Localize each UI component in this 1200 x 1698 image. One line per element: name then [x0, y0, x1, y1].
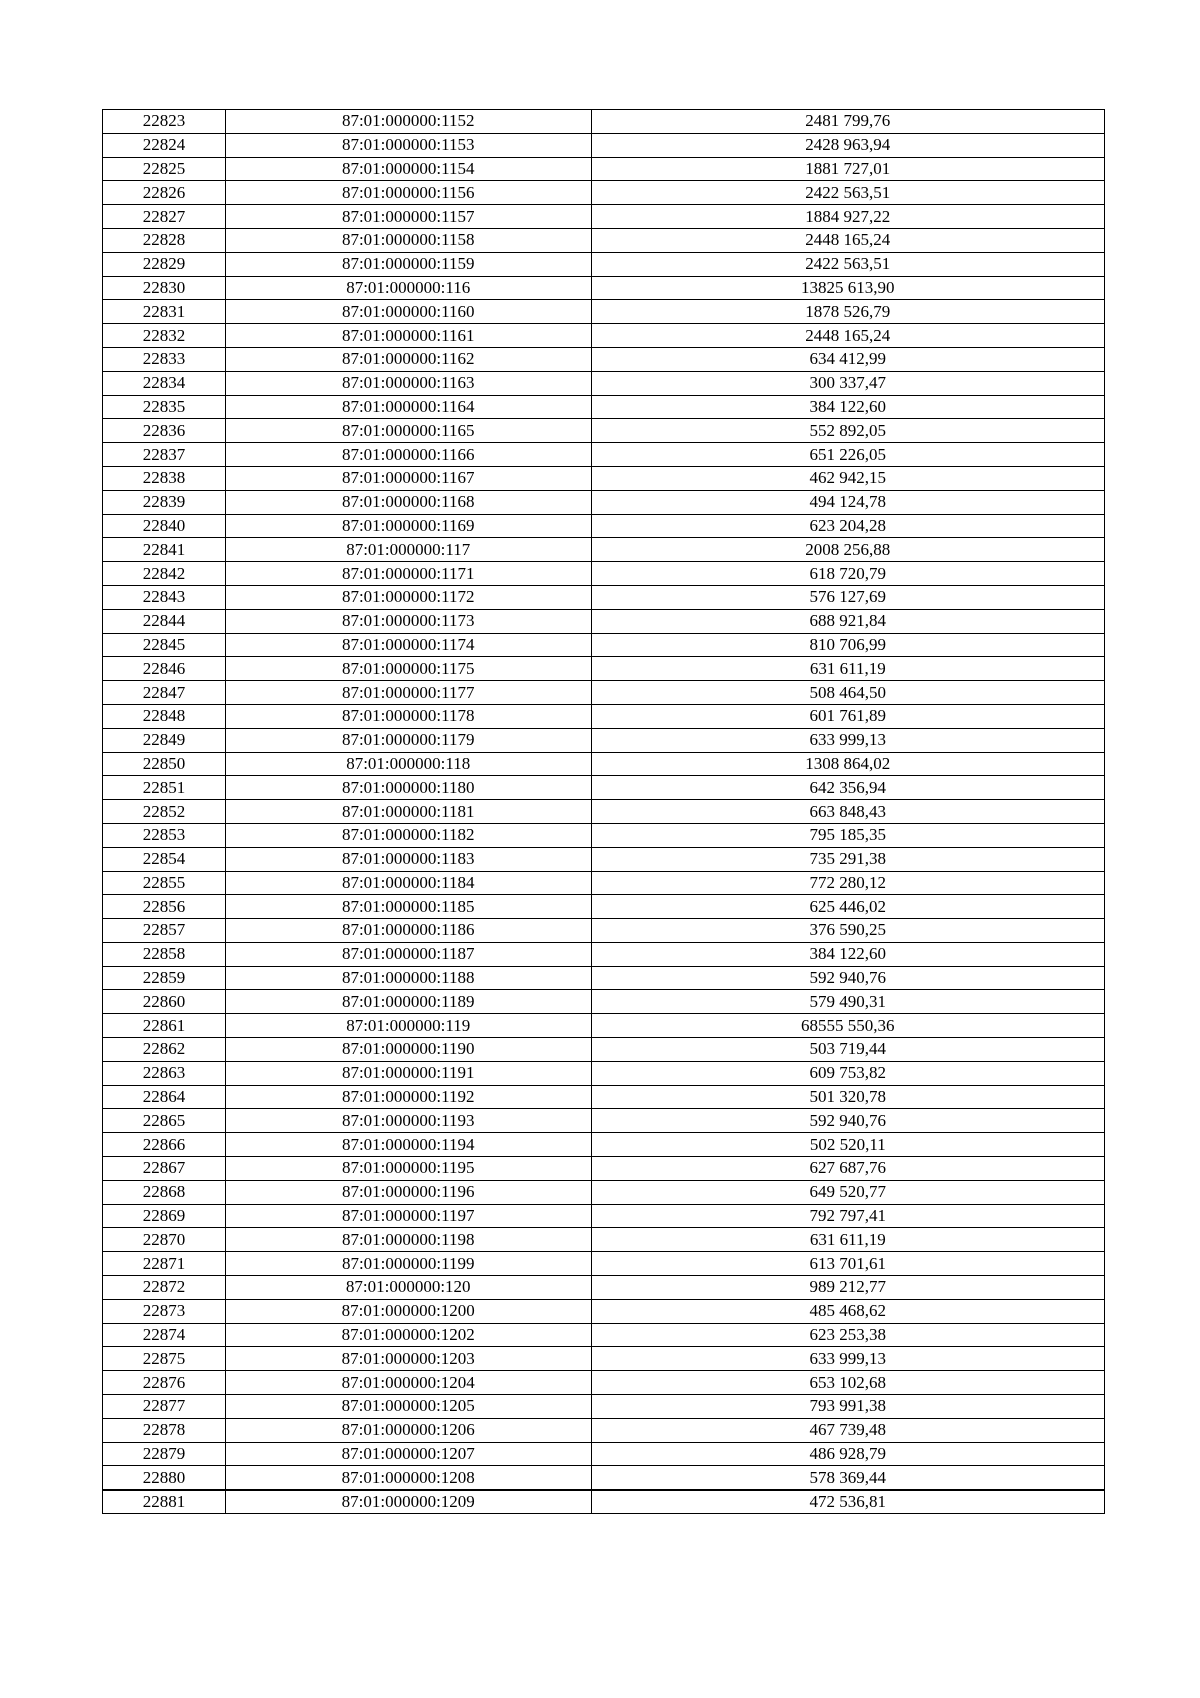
table-row	[103, 1442, 1105, 1466]
cadastral-number-cell: 87:01:000000:1186	[225, 919, 591, 943]
table-row	[103, 1299, 1105, 1323]
cadastral-number-cell: 87:01:000000:1199	[225, 1252, 591, 1276]
table-row	[103, 110, 1105, 134]
cadastral-number-cell: 87:01:000000:1193	[225, 1109, 591, 1133]
row-number-cell: 22867	[103, 1157, 226, 1181]
row-number-cell: 22827	[103, 205, 226, 229]
cadastral-value-cell: 502 520,11	[591, 1133, 1104, 1157]
cadastral-value-cell: 2448 165,24	[591, 324, 1104, 348]
cadastral-value-cell: 501 320,78	[591, 1085, 1104, 1109]
cadastral-value-cell: 503 719,44	[591, 1038, 1104, 1062]
cadastral-value-cell: 592 940,76	[591, 1109, 1104, 1133]
row-number-cell: 22825	[103, 157, 226, 181]
row-number-cell: 22877	[103, 1395, 226, 1419]
table-row	[103, 776, 1105, 800]
cadastral-number-cell: 87:01:000000:1204	[225, 1371, 591, 1395]
cadastral-value-cell: 485 468,62	[591, 1299, 1104, 1323]
table-row	[103, 800, 1105, 824]
cadastral-number-cell: 87:01:000000:1192	[225, 1085, 591, 1109]
cadastral-value-cell: 634 412,99	[591, 347, 1104, 371]
table-row	[103, 1180, 1105, 1204]
cadastral-value-table	[102, 109, 1105, 1514]
cadastral-number-cell: 87:01:000000:1202	[225, 1323, 591, 1347]
cadastral-value-cell: 792 797,41	[591, 1204, 1104, 1228]
row-number-cell: 22875	[103, 1347, 226, 1371]
table-row	[103, 157, 1105, 181]
row-number-cell: 22844	[103, 609, 226, 633]
row-number-cell: 22856	[103, 895, 226, 919]
cadastral-number-cell: 87:01:000000:1194	[225, 1133, 591, 1157]
row-number-cell: 22881	[103, 1490, 226, 1514]
table-row	[103, 871, 1105, 895]
table-row	[103, 1490, 1105, 1514]
row-number-cell: 22864	[103, 1085, 226, 1109]
row-number-cell: 22874	[103, 1323, 226, 1347]
cadastral-value-cell: 2422 563,51	[591, 181, 1104, 205]
cadastral-number-cell: 87:01:000000:1182	[225, 823, 591, 847]
row-number-cell: 22872	[103, 1276, 226, 1300]
cadastral-number-cell: 87:01:000000:1188	[225, 966, 591, 990]
cadastral-value-cell: 627 687,76	[591, 1157, 1104, 1181]
row-number-cell: 22871	[103, 1252, 226, 1276]
row-number-cell: 22828	[103, 228, 226, 252]
table-row	[103, 371, 1105, 395]
table-row	[103, 1085, 1105, 1109]
cadastral-value-cell: 651 226,05	[591, 443, 1104, 467]
cadastral-number-cell: 87:01:000000:1200	[225, 1299, 591, 1323]
table-row	[103, 181, 1105, 205]
row-number-cell: 22826	[103, 181, 226, 205]
cadastral-value-cell: 2428 963,94	[591, 133, 1104, 157]
cadastral-number-cell: 87:01:000000:1172	[225, 585, 591, 609]
cadastral-value-cell: 1884 927,22	[591, 205, 1104, 229]
row-number-cell: 22870	[103, 1228, 226, 1252]
cadastral-number-cell: 87:01:000000:1163	[225, 371, 591, 395]
cadastral-number-cell: 87:01:000000:118	[225, 752, 591, 776]
cadastral-number-cell: 87:01:000000:1169	[225, 514, 591, 538]
cadastral-number-cell: 87:01:000000:1206	[225, 1418, 591, 1442]
cadastral-number-cell: 87:01:000000:1157	[225, 205, 591, 229]
cadastral-number-cell: 87:01:000000:1180	[225, 776, 591, 800]
cadastral-value-cell: 384 122,60	[591, 942, 1104, 966]
cadastral-value-cell: 633 999,13	[591, 1347, 1104, 1371]
row-number-cell: 22869	[103, 1204, 226, 1228]
cadastral-number-cell: 87:01:000000:1162	[225, 347, 591, 371]
cadastral-value-cell: 772 280,12	[591, 871, 1104, 895]
cadastral-number-cell: 87:01:000000:117	[225, 538, 591, 562]
table-row	[103, 1157, 1105, 1181]
row-number-cell: 22876	[103, 1371, 226, 1395]
table-row	[103, 490, 1105, 514]
table-row	[103, 1466, 1105, 1490]
cadastral-number-cell: 87:01:000000:1205	[225, 1395, 591, 1419]
cadastral-value-cell: 810 706,99	[591, 633, 1104, 657]
cadastral-number-cell: 87:01:000000:1177	[225, 681, 591, 705]
cadastral-number-cell: 87:01:000000:1160	[225, 300, 591, 324]
cadastral-value-cell: 576 127,69	[591, 585, 1104, 609]
cadastral-number-cell: 87:01:000000:1195	[225, 1157, 591, 1181]
cadastral-value-cell: 631 611,19	[591, 657, 1104, 681]
cadastral-value-cell: 1881 727,01	[591, 157, 1104, 181]
row-number-cell: 22832	[103, 324, 226, 348]
row-number-cell: 22843	[103, 585, 226, 609]
cadastral-value-cell: 795 185,35	[591, 823, 1104, 847]
table-row	[103, 752, 1105, 776]
cadastral-number-cell: 87:01:000000:1191	[225, 1061, 591, 1085]
table-row	[103, 1109, 1105, 1133]
table-row	[103, 1038, 1105, 1062]
cadastral-number-cell: 87:01:000000:1187	[225, 942, 591, 966]
cadastral-number-cell: 87:01:000000:1154	[225, 157, 591, 181]
cadastral-number-cell: 87:01:000000:1165	[225, 419, 591, 443]
cadastral-number-cell: 87:01:000000:1164	[225, 395, 591, 419]
row-number-cell: 22863	[103, 1061, 226, 1085]
cadastral-number-cell: 87:01:000000:1179	[225, 728, 591, 752]
row-number-cell: 22838	[103, 466, 226, 490]
cadastral-value-cell: 625 446,02	[591, 895, 1104, 919]
table-row	[103, 633, 1105, 657]
cadastral-number-cell: 87:01:000000:1171	[225, 562, 591, 586]
row-number-cell: 22852	[103, 800, 226, 824]
row-number-cell: 22865	[103, 1109, 226, 1133]
cadastral-value-cell: 633 999,13	[591, 728, 1104, 752]
table-body	[103, 110, 1105, 1514]
table-row	[103, 1395, 1105, 1419]
cadastral-number-cell: 87:01:000000:1197	[225, 1204, 591, 1228]
cadastral-value-cell: 508 464,50	[591, 681, 1104, 705]
cadastral-value-cell: 68555 550,36	[591, 1014, 1104, 1038]
cadastral-value-cell: 653 102,68	[591, 1371, 1104, 1395]
row-number-cell: 22851	[103, 776, 226, 800]
row-number-cell: 22873	[103, 1299, 226, 1323]
row-number-cell: 22848	[103, 704, 226, 728]
table-row	[103, 419, 1105, 443]
row-number-cell: 22878	[103, 1418, 226, 1442]
cadastral-number-cell: 87:01:000000:1152	[225, 110, 591, 134]
cadastral-number-cell: 87:01:000000:1158	[225, 228, 591, 252]
table-row	[103, 466, 1105, 490]
row-number-cell: 22857	[103, 919, 226, 943]
cadastral-number-cell: 87:01:000000:1183	[225, 847, 591, 871]
table-row	[103, 228, 1105, 252]
cadastral-number-cell: 87:01:000000:1178	[225, 704, 591, 728]
cadastral-value-cell: 618 720,79	[591, 562, 1104, 586]
table-row	[103, 895, 1105, 919]
cadastral-number-cell: 87:01:000000:1198	[225, 1228, 591, 1252]
row-number-cell: 22849	[103, 728, 226, 752]
cadastral-value-cell: 300 337,47	[591, 371, 1104, 395]
row-number-cell: 22854	[103, 847, 226, 871]
table-row	[103, 657, 1105, 681]
cadastral-value-cell: 579 490,31	[591, 990, 1104, 1014]
table-row	[103, 942, 1105, 966]
row-number-cell: 22861	[103, 1014, 226, 1038]
cadastral-number-cell: 87:01:000000:1175	[225, 657, 591, 681]
cadastral-value-cell: 2448 165,24	[591, 228, 1104, 252]
cadastral-number-cell: 87:01:000000:1167	[225, 466, 591, 490]
row-number-cell: 22860	[103, 990, 226, 1014]
table-row	[103, 324, 1105, 348]
cadastral-number-cell: 87:01:000000:119	[225, 1014, 591, 1038]
table-row	[103, 919, 1105, 943]
row-number-cell: 22853	[103, 823, 226, 847]
row-number-cell: 22855	[103, 871, 226, 895]
table-row	[103, 1323, 1105, 1347]
cadastral-value-cell: 642 356,94	[591, 776, 1104, 800]
table-row	[103, 990, 1105, 1014]
cadastral-value-cell: 578 369,44	[591, 1466, 1104, 1490]
table-row	[103, 1371, 1105, 1395]
table-row	[103, 1014, 1105, 1038]
cadastral-value-cell: 486 928,79	[591, 1442, 1104, 1466]
table-row	[103, 443, 1105, 467]
cadastral-number-cell: 87:01:000000:1207	[225, 1442, 591, 1466]
table-row	[103, 1061, 1105, 1085]
cadastral-value-cell: 735 291,38	[591, 847, 1104, 871]
row-number-cell: 22866	[103, 1133, 226, 1157]
row-number-cell: 22823	[103, 110, 226, 134]
cadastral-value-cell: 552 892,05	[591, 419, 1104, 443]
table-row	[103, 728, 1105, 752]
cadastral-value-cell: 601 761,89	[591, 704, 1104, 728]
cadastral-number-cell: 87:01:000000:1156	[225, 181, 591, 205]
table-row	[103, 823, 1105, 847]
cadastral-number-cell: 87:01:000000:1174	[225, 633, 591, 657]
row-number-cell: 22835	[103, 395, 226, 419]
cadastral-number-cell: 87:01:000000:1159	[225, 252, 591, 276]
table-row	[103, 1347, 1105, 1371]
cadastral-value-cell: 1878 526,79	[591, 300, 1104, 324]
row-number-cell: 22845	[103, 633, 226, 657]
table-row	[103, 514, 1105, 538]
table-row	[103, 1252, 1105, 1276]
row-number-cell: 22879	[103, 1442, 226, 1466]
cadastral-value-cell: 592 940,76	[591, 966, 1104, 990]
cadastral-value-cell: 631 611,19	[591, 1228, 1104, 1252]
cadastral-number-cell: 87:01:000000:1209	[225, 1490, 591, 1514]
cadastral-number-cell: 87:01:000000:1185	[225, 895, 591, 919]
row-number-cell: 22850	[103, 752, 226, 776]
row-number-cell: 22837	[103, 443, 226, 467]
row-number-cell: 22868	[103, 1180, 226, 1204]
row-number-cell: 22829	[103, 252, 226, 276]
row-number-cell: 22862	[103, 1038, 226, 1062]
table-row	[103, 704, 1105, 728]
cadastral-value-cell: 613 701,61	[591, 1252, 1104, 1276]
table-row	[103, 276, 1105, 300]
cadastral-value-cell: 989 212,77	[591, 1276, 1104, 1300]
row-number-cell: 22842	[103, 562, 226, 586]
cadastral-number-cell: 87:01:000000:1166	[225, 443, 591, 467]
cadastral-number-cell: 87:01:000000:1203	[225, 1347, 591, 1371]
cadastral-number-cell: 87:01:000000:1168	[225, 490, 591, 514]
cadastral-value-cell: 384 122,60	[591, 395, 1104, 419]
table-row	[103, 1418, 1105, 1442]
table-row	[103, 966, 1105, 990]
table-row	[103, 681, 1105, 705]
cadastral-value-cell: 2481 799,76	[591, 110, 1104, 134]
cadastral-value-cell: 467 739,48	[591, 1418, 1104, 1442]
cadastral-number-cell: 87:01:000000:1161	[225, 324, 591, 348]
row-number-cell: 22834	[103, 371, 226, 395]
table-row	[103, 585, 1105, 609]
cadastral-value-cell: 13825 613,90	[591, 276, 1104, 300]
table-row	[103, 347, 1105, 371]
row-number-cell: 22839	[103, 490, 226, 514]
table-row	[103, 1133, 1105, 1157]
cadastral-value-cell: 793 991,38	[591, 1395, 1104, 1419]
row-number-cell: 22846	[103, 657, 226, 681]
cadastral-number-cell: 87:01:000000:1196	[225, 1180, 591, 1204]
cadastral-value-cell: 1308 864,02	[591, 752, 1104, 776]
cadastral-value-cell: 376 590,25	[591, 919, 1104, 943]
row-number-cell: 22840	[103, 514, 226, 538]
cadastral-value-cell: 609 753,82	[591, 1061, 1104, 1085]
row-number-cell: 22841	[103, 538, 226, 562]
cadastral-value-cell: 472 536,81	[591, 1490, 1104, 1514]
cadastral-value-cell: 649 520,77	[591, 1180, 1104, 1204]
cadastral-number-cell: 87:01:000000:120	[225, 1276, 591, 1300]
table-row	[103, 1276, 1105, 1300]
table-row	[103, 395, 1105, 419]
table-row	[103, 300, 1105, 324]
table-row	[103, 1228, 1105, 1252]
table-row	[103, 252, 1105, 276]
table-row	[103, 1204, 1105, 1228]
table-row	[103, 847, 1105, 871]
row-number-cell: 22880	[103, 1466, 226, 1490]
row-number-cell: 22847	[103, 681, 226, 705]
cadastral-value-cell: 623 253,38	[591, 1323, 1104, 1347]
cadastral-value-cell: 2422 563,51	[591, 252, 1104, 276]
row-number-cell: 22833	[103, 347, 226, 371]
cadastral-number-cell: 87:01:000000:1190	[225, 1038, 591, 1062]
cadastral-number-cell: 87:01:000000:1189	[225, 990, 591, 1014]
row-number-cell: 22836	[103, 419, 226, 443]
row-number-cell: 22831	[103, 300, 226, 324]
cadastral-number-cell: 87:01:000000:1181	[225, 800, 591, 824]
table-row	[103, 609, 1105, 633]
row-number-cell: 22830	[103, 276, 226, 300]
cadastral-number-cell: 87:01:000000:116	[225, 276, 591, 300]
cadastral-number-cell: 87:01:000000:1208	[225, 1466, 591, 1490]
cadastral-value-cell: 623 204,28	[591, 514, 1104, 538]
table-row	[103, 205, 1105, 229]
row-number-cell: 22858	[103, 942, 226, 966]
row-number-cell: 22859	[103, 966, 226, 990]
cadastral-number-cell: 87:01:000000:1173	[225, 609, 591, 633]
table-row	[103, 562, 1105, 586]
cadastral-value-cell: 494 124,78	[591, 490, 1104, 514]
row-number-cell: 22824	[103, 133, 226, 157]
cadastral-value-cell: 663 848,43	[591, 800, 1104, 824]
cadastral-number-cell: 87:01:000000:1184	[225, 871, 591, 895]
cadastral-value-cell: 688 921,84	[591, 609, 1104, 633]
table-row	[103, 538, 1105, 562]
cadastral-number-cell: 87:01:000000:1153	[225, 133, 591, 157]
cadastral-value-cell: 2008 256,88	[591, 538, 1104, 562]
cadastral-value-cell: 462 942,15	[591, 466, 1104, 490]
table-row	[103, 133, 1105, 157]
